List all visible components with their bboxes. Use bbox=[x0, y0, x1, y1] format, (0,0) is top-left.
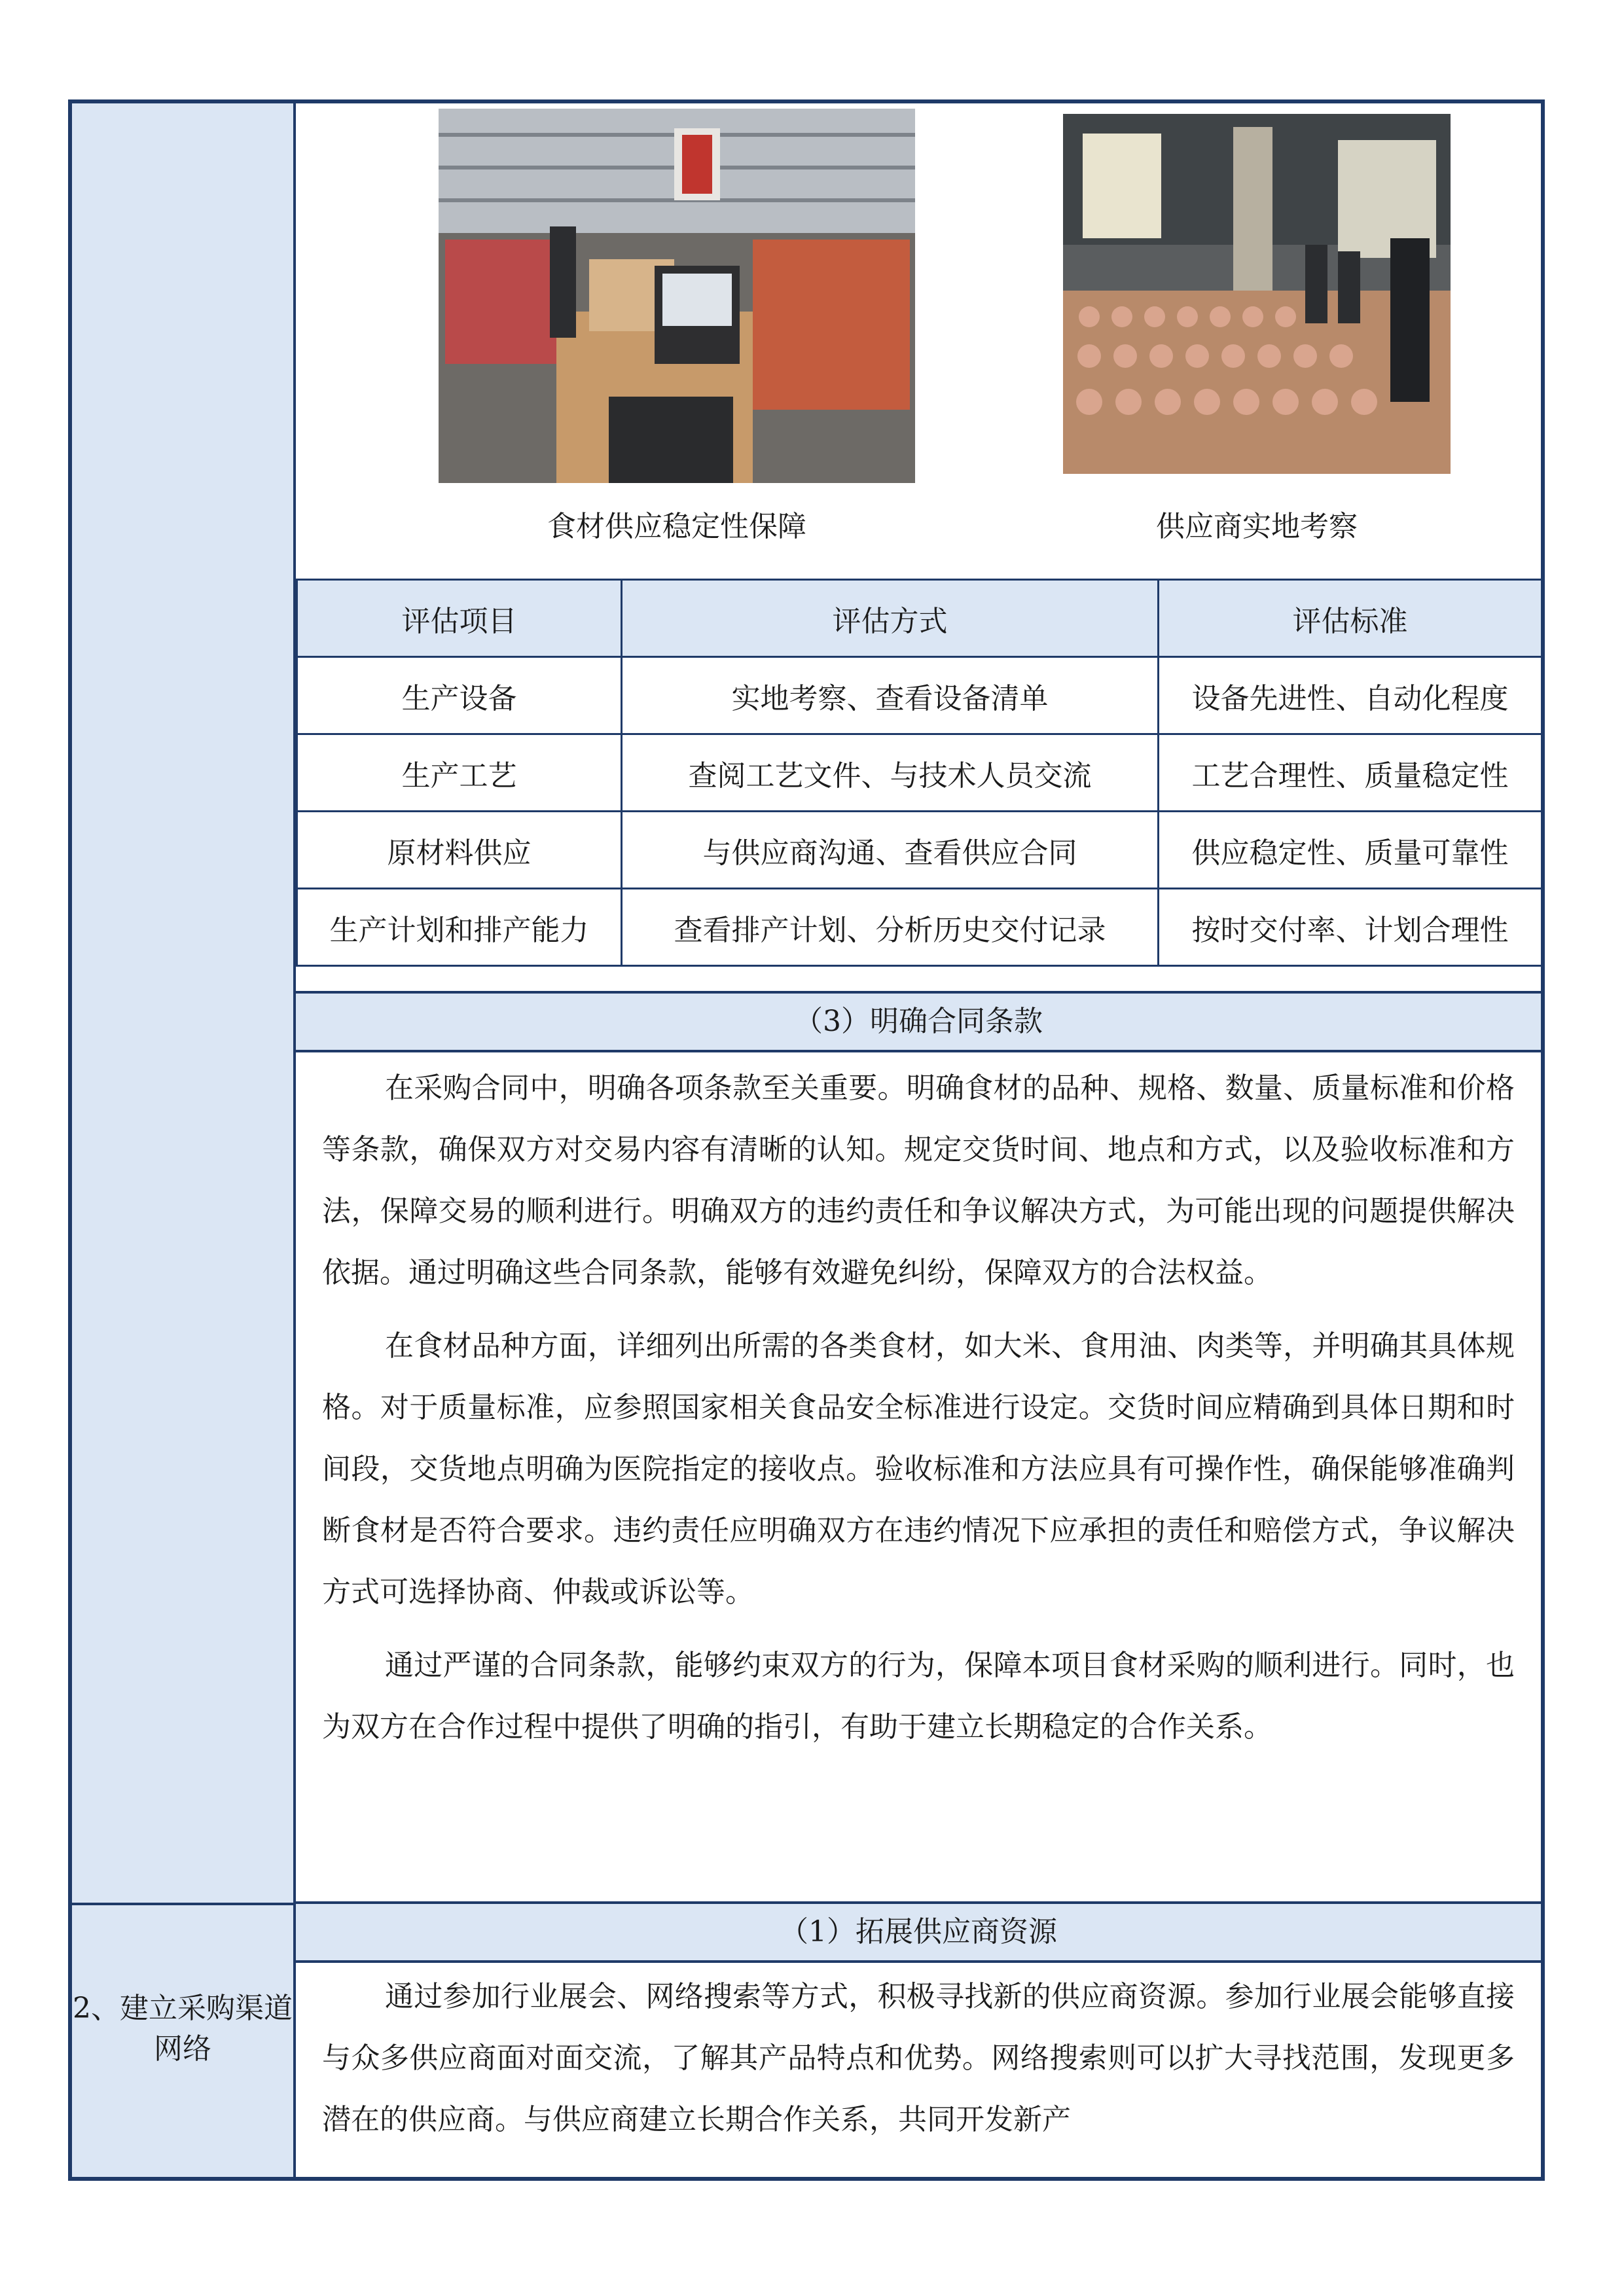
table-row bbox=[297, 734, 1542, 812]
table-header-cell: 评估方式 bbox=[622, 580, 1159, 657]
left-column bbox=[72, 103, 296, 2177]
table-row bbox=[297, 657, 1542, 734]
table-cell: 按时交付率、计划合理性 bbox=[1159, 889, 1542, 966]
table-row bbox=[297, 889, 1542, 966]
paragraph: 在采购合同中，明确各项条款至关重要。明确食材的品种、规格、数量、质量标准和价格等条款，确保双方对交易内容有清晰的认知。规定交货时间、地点和方式，以及验收标准和方法，保障交易的顺利进行。明确双方的违约责任和争议解决方式，为可能出现的问题提供解决依据。通过明确这些合同条款，能够有效避免纠纷，保障双方的合法权益。 bbox=[322, 1071, 1515, 1289]
left-divider bbox=[72, 1903, 296, 1905]
table-header-cell: 评估项目 bbox=[297, 580, 622, 657]
paragraph: 在食材品种方面，详细列出所需的各类食材，如大米、食用油、肉类等，并明确其具体规格。对于质量标准，应参照国家相关食品安全标准进行设定。交货时间应精确到具体日期和时间段，交货地点明确为医院指定的接收点。验收标准和方法应具有可操作性，确保能够准确判断食材是否符合要求。违约责任应明确双方在违约情况下应承担的责任和赔偿方式，争议解决方式可选择协商、仲裁或诉讼等。 bbox=[322, 1329, 1515, 1609]
row-label-procurement-network: 2、建立采购渠道网络 bbox=[73, 1992, 293, 2066]
paragraph: 通过严谨的合同条款，能够约束双方的行为，保障本项目食材采购的顺利进行。同时，也为双方在合作过程中提供了明确的指引，有助于建立长期稳定的合作关系。 bbox=[322, 1649, 1515, 1744]
photo-area bbox=[296, 103, 1541, 579]
photo-caption-right: 供应商实地考察 bbox=[1156, 510, 1358, 543]
table-row bbox=[297, 812, 1542, 889]
table-cell: 查看排产计划、分析历史交付记录 bbox=[622, 889, 1159, 966]
table-header-row bbox=[297, 580, 1542, 657]
table-cell: 生产设备 bbox=[297, 657, 622, 734]
expand-suppliers-body bbox=[296, 1966, 1541, 2162]
photo-caption-left: 食材供应稳定性保障 bbox=[547, 510, 806, 543]
table-cell: 原材料供应 bbox=[297, 812, 622, 889]
evaluation-table bbox=[296, 579, 1543, 967]
table-header-cell: 评估标准 bbox=[1159, 580, 1542, 657]
document-frame bbox=[68, 99, 1545, 2181]
table-cell: 实地考察、查看设备清单 bbox=[622, 657, 1159, 734]
warehouse-photo bbox=[439, 109, 915, 483]
table-cell: 与供应商沟通、查看供应合同 bbox=[622, 812, 1159, 889]
table-cell: 生产计划和排产能力 bbox=[297, 889, 622, 966]
paragraph: 通过参加行业展会、网络搜索等方式，积极寻找新的供应商资源。参加行业展会能够直接与众多供应商面对面交流，了解其产品特点和优势。网络搜索则可以扩大寻找范围，发现更多潜在的供应商。与供应商建立长期合作关系，共同开发新产 bbox=[322, 1980, 1515, 2136]
table-cell: 工艺合理性、质量稳定性 bbox=[1159, 734, 1542, 812]
table-cell: 供应稳定性、质量可靠性 bbox=[1159, 812, 1542, 889]
table-cell: 设备先进性、自动化程度 bbox=[1159, 657, 1542, 734]
section-heading-expand-suppliers: （1）拓展供应商资源 bbox=[296, 1901, 1541, 1963]
table-cell: 生产工艺 bbox=[297, 734, 622, 812]
supplier-inspection-photo bbox=[1063, 114, 1451, 474]
table-cell: 查阅工艺文件、与技术人员交流 bbox=[622, 734, 1159, 812]
section-heading-contract-terms: （3）明确合同条款 bbox=[296, 991, 1541, 1052]
contract-terms-body bbox=[296, 1058, 1541, 1770]
